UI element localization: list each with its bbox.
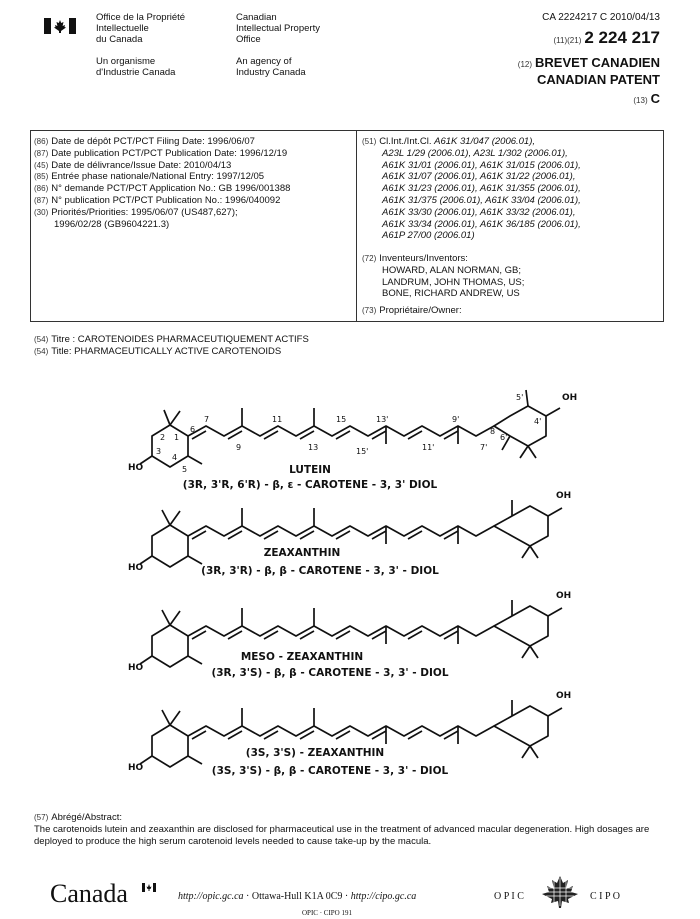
classification-line: A61K 31/23 (2006.01), A61K 31/355 (2006.01), bbox=[382, 183, 581, 195]
structure-name: LUTEIN bbox=[289, 464, 331, 476]
structure-desc: (3R, 3'R) - β, β - CAROTENE - 3, 3' - DIOL bbox=[201, 565, 439, 577]
column-divider bbox=[356, 131, 357, 321]
locant-9: 9 bbox=[236, 443, 242, 452]
publication-date-row: (87) Date publication PCT/PCT Publication Date: 1996/12/19 bbox=[34, 147, 288, 159]
canadian-patent: CANADIAN PATENT bbox=[536, 72, 660, 87]
abstract-label: (57) Abrégé/Abstract: bbox=[34, 812, 122, 823]
office-fr: Office de la Propriété Intellectuelle du Canada bbox=[96, 12, 186, 45]
classification-line: A61K 31/375 (2006.01), A61K 33/04 (2006.01), bbox=[382, 194, 581, 206]
titles bbox=[34, 334, 309, 358]
classification-block bbox=[362, 136, 581, 242]
classification-line: A61K 31/01 (2006.01), A61K 31/015 (2006.01), bbox=[382, 159, 581, 171]
structure-name: (3S, 3'S) - ZEAXANTHIN bbox=[245, 747, 385, 759]
classification-row: (51) Cl.Int./Int.Cl. A61K 31/047 (2006.01), bbox=[362, 136, 536, 147]
locant-6: 6 bbox=[190, 425, 196, 434]
oh-label: OH bbox=[556, 491, 572, 501]
locant-4p: 4' bbox=[534, 417, 542, 426]
national-entry-row: (85) Entrée phase nationale/National Entry: 1997/12/05 bbox=[34, 171, 265, 183]
ho-label: HO bbox=[128, 663, 144, 673]
oh-label: OH bbox=[562, 393, 578, 403]
wordmark-flag-icon bbox=[142, 879, 156, 888]
opic-label: O P I C bbox=[494, 891, 524, 902]
canada-wordmark: Canada bbox=[50, 879, 128, 908]
inventors-block bbox=[362, 253, 524, 300]
locant-8: 8 bbox=[490, 427, 496, 436]
locant-11: 11 bbox=[272, 415, 283, 424]
patent-kind: (13) C bbox=[633, 91, 660, 106]
priorities-row-2: 1996/02/28 (GB9604221.3) bbox=[54, 218, 170, 230]
title-en: (54) Title: PHARMACEUTICALLY ACTIVE CAROTENOIDS bbox=[34, 345, 282, 357]
publication-no-row: (87) N° publication PCT/PCT Publication No.: 1996/040092 bbox=[34, 194, 281, 206]
footer-contact: http://opic.gc.ca · Ottawa-Hull K1A 0C9 · http://cipo.gc.ca bbox=[178, 891, 417, 902]
oh-label: OH bbox=[556, 591, 572, 601]
inventor-name: HOWARD, ALAN NORMAN, GB; bbox=[382, 264, 521, 276]
owner-row: (73) Propriétaire/Owner: bbox=[362, 305, 462, 316]
locant-3: 3 bbox=[156, 447, 162, 456]
locant-7p: 7' bbox=[480, 443, 488, 452]
inventor-name: LANDRUM, JOHN THOMAS, US; bbox=[382, 276, 525, 288]
brevet-canadien: (12) BREVET CANADIEN bbox=[517, 55, 660, 70]
office-en: Canadian Intellectual Property Office bbox=[236, 12, 320, 45]
ho-label: HO bbox=[128, 463, 144, 473]
priorities-row: (30) Priorités/Priorities: 1995/06/07 (US487,627); bbox=[34, 206, 238, 218]
patent-number: (11)(21) 2 224 217 bbox=[553, 28, 660, 47]
structure-desc: (3S, 3'S) - β, β - CAROTENE - 3, 3' - DIOL bbox=[211, 765, 449, 777]
locant-15: 15 bbox=[336, 415, 347, 424]
locant-5p: 5' bbox=[516, 393, 524, 402]
structure-desc: (3R, 3'R, 6'R) - β, ε - CAROTENE - 3, 3' DIOL bbox=[182, 479, 438, 491]
structure-name: MESO - ZEAXANTHIN bbox=[240, 651, 364, 663]
agency-fr: Un organisme d'Industrie Canada bbox=[96, 56, 176, 78]
footer-bottom: OPIC · CIPO 191 bbox=[302, 909, 352, 917]
inventors-label: (72) Inventeurs/Inventors: bbox=[362, 253, 468, 264]
application-no-row: (86) N° demande PCT/PCT Application No.: GB 1996/001388 bbox=[34, 183, 291, 195]
doc-reference: CA 2224217 C 2010/04/13 bbox=[542, 12, 660, 23]
maple-leaf-logo bbox=[538, 874, 582, 910]
locant-1: 1 bbox=[174, 433, 180, 442]
locant-5: 5 bbox=[182, 465, 188, 474]
locant-13p: 13' bbox=[376, 415, 389, 424]
locant-9p: 9' bbox=[452, 415, 460, 424]
classification-line: A61K 31/07 (2006.01), A61K 31/22 (2006.01), bbox=[382, 171, 576, 183]
ho-label: HO bbox=[128, 763, 144, 773]
title-fr: (54) Titre : CAROTENOIDES PHARMACEUTIQUEMENT ACTIFS bbox=[34, 334, 309, 345]
carotenoid-structures-drawing bbox=[130, 378, 600, 803]
opic-url[interactable]: http://opic.gc.ca bbox=[178, 891, 244, 902]
locant-4: 4 bbox=[172, 453, 178, 462]
lutein-structure bbox=[140, 390, 560, 467]
abstract-text: The carotenoids lutein and zeaxanthin are disclosed for pharmaceutical use in the treatment of advanced macular degeneration. High dosages are deployed to produce the high serum carotenoid levels needed to cause take-up by the macula. bbox=[34, 823, 650, 847]
filing-fields bbox=[34, 136, 290, 230]
locant-7: 7 bbox=[204, 415, 210, 424]
issue-date-row: (45) Date de délivrance/Issue Date: 2010/04/13 bbox=[34, 159, 232, 171]
classification-line: A61K 33/34 (2006.01), A61K 36/185 (2006.01), bbox=[382, 218, 581, 230]
oh-label: OH bbox=[556, 691, 572, 701]
classification-line: A23L 1/29 (2006.01), A23L 1/302 (2006.01), bbox=[382, 147, 568, 159]
agency-en: An agency of Industry Canada bbox=[236, 56, 306, 78]
classification-line: A61K 33/30 (2006.01), A61K 33/32 (2006.01), bbox=[382, 206, 576, 218]
locant-6p: 6' bbox=[500, 433, 508, 442]
locant-15p: 15' bbox=[356, 447, 369, 456]
structure-name: ZEAXANTHIN bbox=[263, 547, 341, 559]
ho-label: HO bbox=[128, 563, 144, 573]
inventor-name: BONE, RICHARD ANDREW, US bbox=[382, 288, 520, 300]
cipo-url[interactable]: http://cipo.gc.ca bbox=[350, 891, 417, 902]
classification-line: A61P 27/00 (2006.01) bbox=[382, 230, 475, 242]
locant-13: 13 bbox=[308, 443, 319, 452]
abstract-block bbox=[34, 812, 674, 848]
canada-flag-logo bbox=[44, 18, 76, 34]
structure-desc: (3R, 3'S) - β, β - CAROTENE - 3, 3' - DIOL bbox=[211, 667, 449, 679]
locant-2: 2 bbox=[160, 433, 166, 442]
cipo-label: C I P O bbox=[590, 891, 620, 902]
locant-11p: 11' bbox=[422, 443, 435, 452]
zeaxanthin-structure bbox=[140, 500, 562, 567]
filing-date-row: (86) Date de dépôt PCT/PCT Filing Date: 1996/06/07 bbox=[34, 136, 255, 147]
